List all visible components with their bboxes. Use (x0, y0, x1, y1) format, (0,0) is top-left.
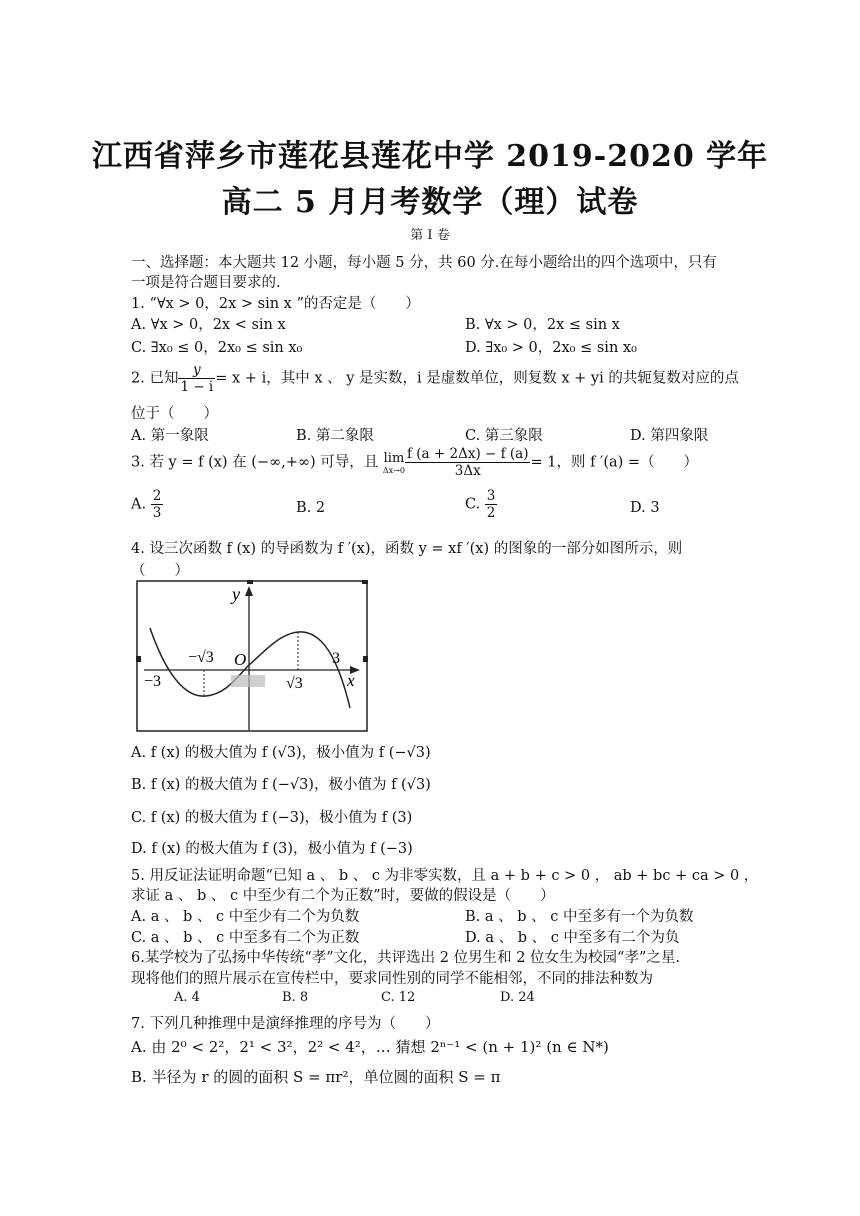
q3-rest: = 1，则 f ′(a) =（ ） (530, 454, 699, 471)
title-line-2: 高二 5 月月考数学（理）试卷 (221, 185, 639, 220)
q3-a-label: A. (131, 496, 147, 513)
q6-option-b: B. 8 (282, 990, 309, 1005)
pos3-label: 3 (332, 650, 340, 667)
pos-sqrt3-label: √3 (286, 675, 303, 692)
q3-frac-num: f (a + 2Δx) − f (a) (407, 446, 529, 462)
q5-line-1: 5. 用反证法证明命题“已知 a 、 b 、 c 为非零实数，且 a + b + c > 0 ， ab + bc + ca > 0 ， (131, 868, 759, 884)
q3-prefix: 3. 若 y = f (x) 在 (−∞,+∞) 可导，且 (131, 454, 379, 471)
frame-handle (136, 656, 141, 662)
q3-option-a (131, 488, 163, 521)
q3-limit (383, 451, 405, 475)
x-axis-label: x (347, 671, 355, 690)
q5-option-c: C. a 、 b 、 c 中至多有二个为正数 (131, 930, 360, 946)
q1-option-a: A. ∀x > 0，2x < sin x (131, 317, 286, 333)
y-axis-arrow (245, 586, 253, 596)
q4-option-b: B. f (x) 的极大值为 f (−√3)，极小值为 f (√3) (131, 777, 431, 793)
q1-stem: 1. “∀x > 0，2x > sin x ”的否定是（ ） (131, 296, 420, 312)
q6-option-a: A. 4 (174, 990, 200, 1005)
q6-line-2: 现将他们的照片展示在宣传栏中，要求同性别的同学不能相邻，不同的排法种数为 (131, 971, 653, 987)
q5-option-b: B. a 、 b 、 c 中至多有一个为负数 (465, 909, 694, 925)
q4-line-2: （ ） (131, 563, 189, 579)
q4-option-a: A. f (x) 的极大值为 f (√3)，极小值为 f (−√3) (131, 745, 431, 761)
q2-fraction (178, 362, 215, 395)
q3-a-den: 3 (152, 505, 162, 521)
frame-handle (247, 580, 253, 584)
q6-line-1: 6.某学校为了弘扬中华传统“孝”文化，共评选出 2 位男生和 2 位女生为校园“孝”之星. (131, 950, 680, 966)
q3-option-c (465, 488, 497, 521)
q1-option-c: C. ∃x₀ ≤ 0，2x₀ ≤ sin x₀ (131, 340, 303, 356)
q1-option-b: B. ∀x > 0，2x ≤ sin x (465, 317, 620, 333)
q4-option-c: C. f (x) 的极大值为 f (−3)，极小值为 f (3) (131, 810, 413, 826)
q2-rest: = x + i，其中 x 、 y 是实数，i 是虚数单位，则复数 x + yi 的共轭复数对应的点 (215, 370, 739, 387)
q3-a-frac (151, 488, 164, 521)
q7-option-b: B. 半径为 r 的圆的面积 S = πr²，单位圆的面积 S = π (131, 1068, 501, 1086)
q2-frac-den: 1 − i (180, 379, 214, 395)
q7-stem: 7. 下列几种推理中是演绎推理的序号为（ ） (131, 1016, 440, 1032)
q4-line-1: 4. 设三次函数 f (x) 的导函数为 f ′(x)，函数 y = xf ′(x) 的图象的一部分如图所示，则 (131, 541, 683, 557)
q3-lim: lim (383, 450, 405, 466)
y-axis-label: y (232, 584, 240, 604)
q4-option-d: D. f (x) 的极大值为 f (3)，极小值为 f (−3) (131, 841, 413, 857)
q1-option-d: D. ∃x₀ > 0，2x₀ ≤ sin x₀ (465, 340, 637, 356)
q2-option-c: C. 第三象限 (465, 428, 543, 444)
q2-option-a: A. 第一象限 (131, 428, 209, 444)
q2-option-d: D. 第四象限 (630, 428, 709, 444)
q6-option-c: C. 12 (381, 990, 416, 1005)
q5-line-2: 求证 a 、 b 、 c 中至少有二个为正数”时，要做的假设是（ ） (131, 888, 555, 904)
q3-frac-den: 3Δx (454, 463, 481, 479)
q7-option-a: A. 由 2⁰ < 2²，2¹ < 3²，2² < 4²，… 猜想 2ⁿ⁻¹ < (n + 1)² (n ∈ N*) (131, 1038, 609, 1056)
neg-sqrt3-label: −√3 (188, 649, 214, 666)
q3-fraction (405, 446, 530, 479)
q3-c-frac (485, 488, 498, 521)
q2-prefix: 2. 已知 (131, 370, 179, 387)
q3-c-num: 3 (486, 488, 496, 504)
title-line-1: 江西省萍乡市莲花县莲花中学 2019-2020 学年 (91, 139, 769, 174)
frame-handle (362, 580, 368, 584)
q5-option-a: A. a 、 b 、 c 中至少有二个为负数 (131, 909, 360, 925)
q3-lim-sub: Δx→0 (382, 465, 405, 475)
section-label: 第 I 卷 (410, 228, 450, 243)
q6-option-d: D. 24 (500, 990, 535, 1005)
watermark-blur (231, 675, 265, 687)
q3-c-label: C. (465, 496, 481, 513)
q3-a-num: 2 (152, 488, 162, 504)
instructions-line-2: 一项是符合题目要求的. (131, 275, 281, 291)
q2-stem (131, 362, 739, 395)
q3-option-b: B. 2 (296, 500, 326, 516)
curve (150, 628, 350, 708)
frame-handle (363, 656, 368, 662)
q5-option-d: D. a 、 b 、 c 中至多有二个为负 (465, 930, 680, 946)
q2-option-b: B. 第二象限 (296, 428, 374, 444)
q2-frac-num: y (178, 362, 215, 379)
origin-label: O (234, 650, 247, 669)
neg3-label: −3 (144, 673, 162, 690)
q3-option-d: D. 3 (630, 500, 660, 516)
q3-c-den: 2 (486, 505, 496, 521)
q2-line-2: 位于（ ） (131, 406, 218, 422)
instructions-line-1: 一、选择题：本大题共 12 小题，每小题 5 分，共 60 分.在每小题给出的四个选项中，只有 (131, 255, 717, 271)
q3-stem (131, 446, 698, 479)
q4-graph (136, 580, 368, 734)
